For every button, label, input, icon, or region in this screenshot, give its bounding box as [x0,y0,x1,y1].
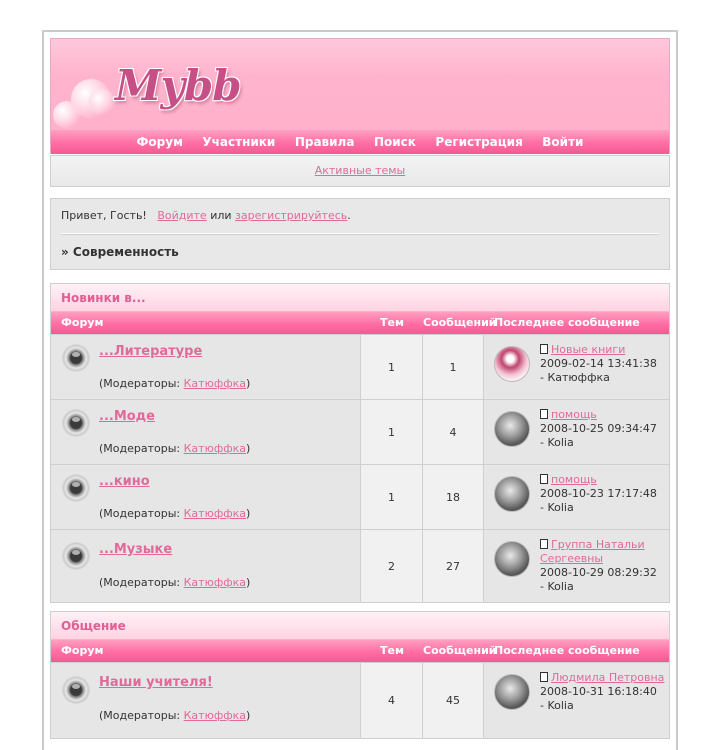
mods-label: (Модераторы: [99,576,181,589]
avatar[interactable] [494,476,530,512]
forum-status-icon [63,345,89,371]
nav-members[interactable]: Участники [202,135,276,149]
category-communication [50,611,670,739]
mods-close: ) [246,709,251,722]
posts-count: 45 [423,663,484,738]
forum-status-icon [63,475,89,501]
document-icon [540,539,548,549]
column-header [51,640,669,662]
last-post-cell [484,530,669,602]
last-post-link[interactable]: Группа Натальи Сергеевны [540,538,645,565]
main-nav [50,130,670,154]
moderator-link[interactable]: Катюффка [183,507,247,520]
last-post-link[interactable]: Новые книги [551,343,626,356]
forum-row [51,334,669,399]
decor-bubble [89,89,115,115]
topics-count: 2 [361,530,423,602]
forum-moderators [99,576,250,589]
last-post-link[interactable]: Людмила Петровна [551,671,665,684]
forum-link[interactable]: Наши учителя! [99,675,213,690]
document-icon [540,409,548,419]
avatar[interactable] [494,411,530,447]
col-topics: Тем [380,316,404,329]
last-post-link[interactable]: помощь [551,473,597,486]
topics-count: 1 [361,400,423,464]
avatar[interactable] [494,541,530,577]
forum-moderators [99,507,250,520]
last-post-cell [484,335,669,399]
forum-row [51,464,669,529]
last-post-author: - Kolia [540,501,574,514]
col-posts: Сообщений [423,644,497,657]
register-link[interactable]: зарегистрируйтесь [235,209,348,222]
forum-link[interactable]: ...кино [99,474,150,489]
mods-close: ) [246,507,251,520]
moderator-link[interactable]: Катюффка [183,377,247,390]
last-post-author: - Kolia [540,580,574,593]
forum-cell [51,400,361,464]
mods-label: (Модераторы: [99,709,181,722]
greeting-line [61,199,659,233]
document-icon [540,672,548,682]
avatar[interactable] [494,674,530,710]
last-post-cell [484,663,669,738]
moderator-link[interactable]: Катюффка [183,442,247,455]
topics-count: 1 [361,465,423,529]
posts-count: 1 [423,335,484,399]
last-post-date: 2008-10-25 09:34:47 [540,422,657,435]
nav-login[interactable]: Войти [542,135,584,149]
last-post-date: 2008-10-29 08:29:32 [540,566,657,579]
greeting-text: Привет, Гость! [61,209,147,222]
document-icon [540,474,548,484]
forum-cell [51,465,361,529]
active-topics-link[interactable]: Активные темы [314,164,406,177]
col-last-post: Последнее сообщение [494,316,640,329]
forum-link[interactable]: ...Моде [99,409,155,424]
nav-rules[interactable]: Правила [294,135,355,149]
forum-cell [51,530,361,602]
moderator-link[interactable]: Катюффка [183,709,247,722]
forum-cell [51,663,361,738]
last-post-cell [484,400,669,464]
nav-forum[interactable]: Форум [136,135,183,149]
page-frame [42,30,678,750]
site-logo[interactable]: Mybb [115,61,241,110]
forum-moderators [99,377,250,390]
posts-count: 4 [423,400,484,464]
last-post-date: 2009-02-14 13:41:38 [540,357,657,370]
mods-close: ) [246,576,251,589]
forum-row [51,529,669,602]
mods-label: (Модераторы: [99,442,181,455]
col-posts: Сообщений [423,316,497,329]
forum-link[interactable]: ...Музыке [99,542,173,557]
forum-row [51,662,669,738]
last-post-date: 2008-10-23 17:17:48 [540,487,657,500]
col-last-post: Последнее сообщение [494,644,640,657]
col-forum: Форум [61,644,104,657]
mods-label: (Модераторы: [99,377,181,390]
forum-moderators [99,442,250,455]
last-post-date: 2008-10-31 16:18:40 [540,685,657,698]
breadcrumb: » Современность [61,245,179,259]
nav-search[interactable]: Поиск [373,135,416,149]
avatar[interactable] [494,346,530,382]
period-text: . [347,209,351,222]
forum-moderators [99,709,250,722]
moderator-link[interactable]: Катюффка [183,576,247,589]
forum-status-icon [63,410,89,436]
category-title[interactable]: Новинки в... [51,284,669,312]
last-post-author: - Kolia [540,699,574,712]
sub-nav [50,155,670,187]
posts-count: 27 [423,530,484,602]
topics-count: 4 [361,663,423,738]
last-post-author: - Kolia [540,436,574,449]
col-topics: Тем [380,644,404,657]
forum-link[interactable]: ...Литературе [99,344,203,359]
col-forum: Форум [61,316,104,329]
forum-cell [51,335,361,399]
nav-register[interactable]: Регистрация [435,135,523,149]
forum-row [51,399,669,464]
forum-status-icon [63,677,89,703]
category-novelties [50,283,670,603]
mods-close: ) [246,442,251,455]
column-header [51,312,669,334]
welcome-panel [50,198,670,270]
mods-label: (Модераторы: [99,507,181,520]
last-post-link[interactable]: помощь [551,408,597,421]
header-banner [50,38,670,130]
page-content [50,38,670,739]
document-icon [540,344,548,354]
category-title[interactable]: Общение [51,612,669,640]
last-post-author: - Катюффка [540,371,610,384]
posts-count: 18 [423,465,484,529]
last-post-cell [484,465,669,529]
or-text: или [210,209,232,222]
forum-status-icon [63,543,89,569]
topics-count: 1 [361,335,423,399]
mods-close: ) [246,377,251,390]
login-link[interactable]: Войдите [157,209,207,222]
